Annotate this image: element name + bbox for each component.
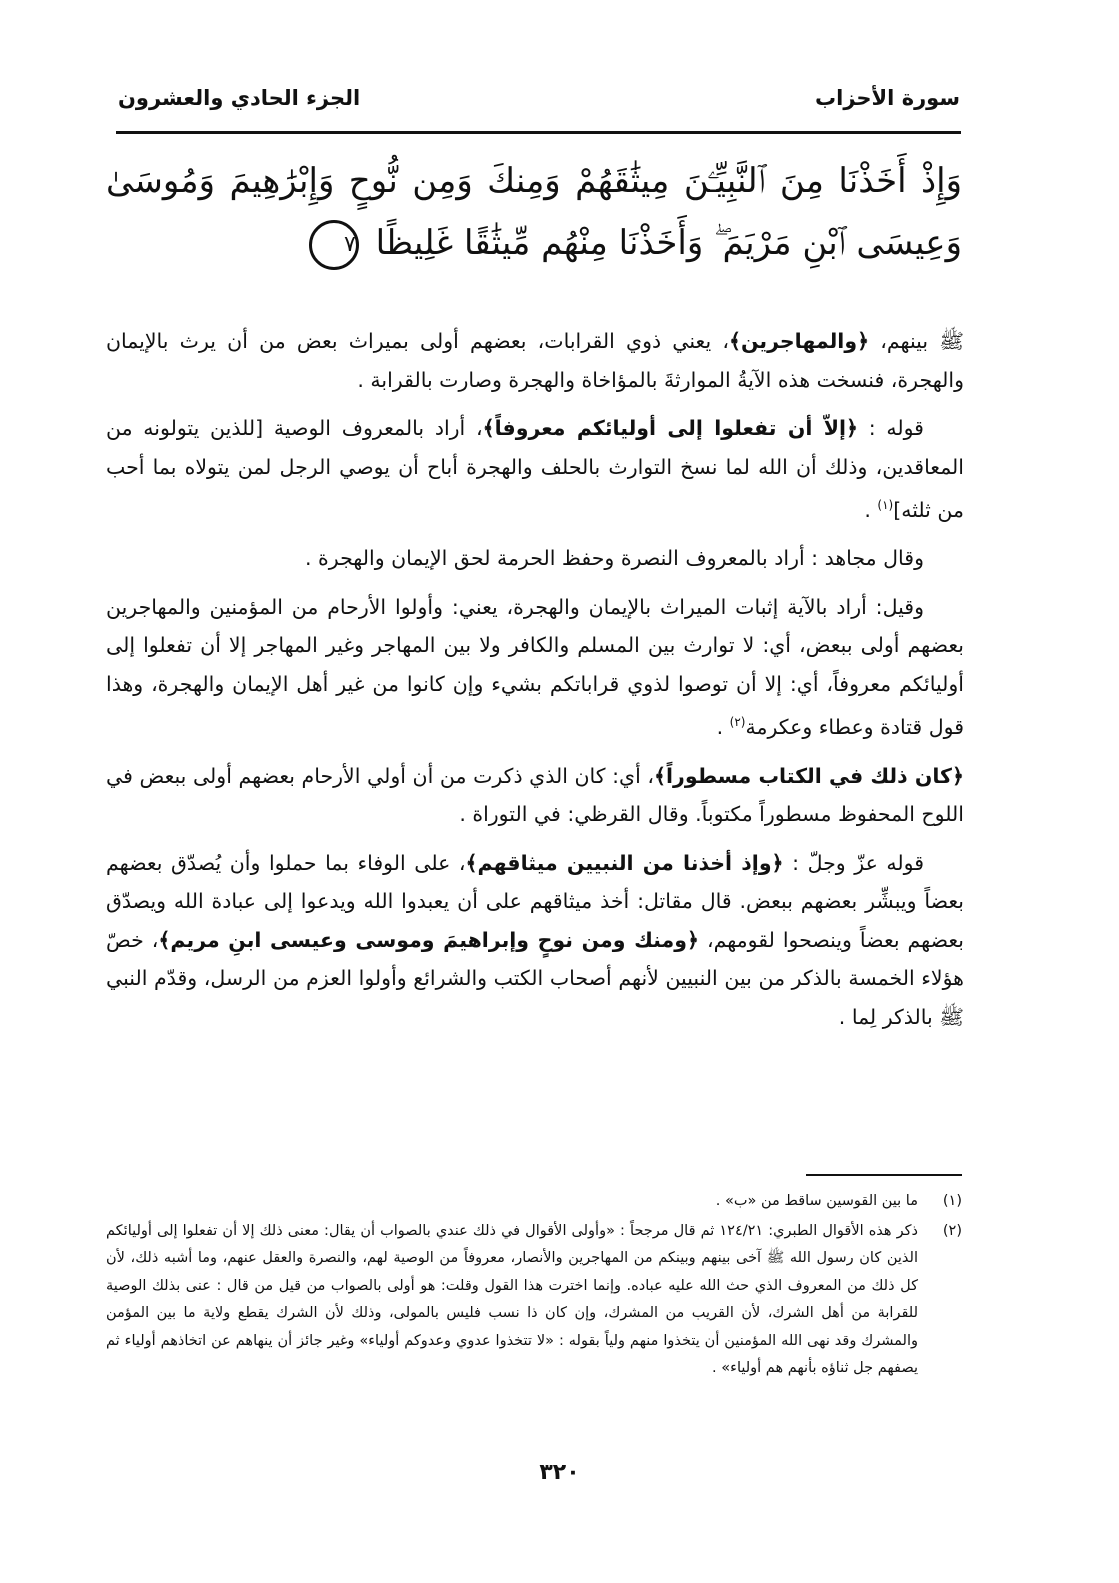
footnote-rule [806, 1174, 962, 1176]
text-run: قوله : [858, 416, 924, 440]
footnote-text: ذكر هذه الأقوال الطبري: ١٢٤/٢١ ثم قال مرجحاً : «وأولى الأقوال في ذلك عندي بالصواب أن يقال: معنى ذلك إلا أن تفعلوا إلى أوليائكم الذين كان رسول الله ﷺ آخى بينهم وبينكم من المهاجرين والأنصار، معروفاً من الوصية لهم، والنصرة والعقل عنهم، وما أشبه ذلك، لأن كل ذلك من المعروف الذي حث الله عليه عباده. وإنما اخترت هذا القول وقلت: هو أولى بالصواب من قيل من قال : عنى بذلك الوصية للقرابة من أهل الشرك، لأن القريب من المشرك، وإن كان ذا نسب فليس بالمولى، وذلك لأن الشرك يقطع ولاية ما بين المؤمن والمشرك وقد نهى الله المؤمنين أن يتخذوا منهم ولياً بقوله : «لا تتخذوا عدوي وعدوكم أولياء» وغير جائز أن ينهاهم عن اتخاذهم أولياء ثم يصفهم جل ثناؤه بأنهم هم أولياء» . [106, 1222, 919, 1376]
paragraph [106, 844, 964, 1037]
paragraph [106, 539, 964, 578]
header-rule [116, 131, 961, 134]
paragraph [106, 757, 964, 834]
paragraph [106, 409, 964, 529]
paragraph [106, 322, 964, 399]
text-run: ، أي: كان الذي ذكرت من أن أولي الأرحام بعضهم أولى ببعض في اللوح المحفوظ مسطوراً مكتوباً. وقال القرظي: في التوراة . [106, 763, 964, 827]
text-run: وقيل: أراد بالآية إثبات الميراث بالإيمان والهجرة، يعني: وأولوا الأرحام من المؤمنين والمهاجرين بعضهم أولى ببعض، أي: لا توارث بين المسلم والكافر ولا بين المهاجر وغير المهاجر إلا أن تفعلوا إلى أوليائكم معروفاً، أي: إلا أن توصوا لذوي قراباتكم بشيء وإن كانوا من غير أهل الإيمان والهجرة، وهذا قول قتادة وعطاء وعكرمة [106, 594, 964, 740]
verse-number-marker: ٧ [309, 220, 359, 270]
text-run: ، خصّ هؤلاء الخمسة بالذكر من بين النبيين لأنهم أصحاب الكتب والشرائع وأولوا العزم من الرسل، وقدّم النبي ﷺ بالذكر لِما . [106, 927, 964, 1029]
text-run: قوله عزّ وجلّ : [783, 850, 925, 875]
footnote-ref[interactable]: (٢) [729, 715, 746, 730]
footnote-number: (١) [942, 1193, 962, 1209]
footnote [106, 1218, 962, 1383]
juz-title: الجزء الحادي والعشرون [118, 86, 361, 110]
verse-text: وَإِذْ أَخَذْنَا مِنَ ٱلنَّبِيِّـۧنَ مِيثَٰقَهُمْ وَمِنكَ وَمِن نُّوحٍ وَإِبْرَٰهِيمَ وَمُوسَىٰ وَعِيسَى ٱبْنِ مَرْيَمَ ۖ وَأَخَذْنَا مِنْهُم مِّيثَٰقًا غَلِيظًا [106, 161, 962, 263]
quran-quote: ﴿والمهاجرين﴾ [728, 329, 870, 353]
footnote-text: ما بين القوسين ساقط من «ب» . [715, 1193, 918, 1209]
text-run: ﷺ بينهم، [869, 329, 964, 353]
page-number: ٣٢٠ [539, 1460, 580, 1485]
text-run: . [864, 497, 878, 522]
quran-quote: ﴿وإذ أخذنا من النبيين ميثاقهم﴾ [465, 850, 784, 875]
footnote-ref[interactable]: (١) [877, 498, 894, 512]
footnotes [106, 1188, 962, 1385]
paragraph [106, 588, 964, 747]
text-run: ، يعني ذوي القرابات، بعضهم أولى بميراث بعض من أن يرث بالإيمان والهجرة، فنسخت هذه الآيةُ الموارثةَ بالمؤاخاة والهجرة وصارت بالقرابة . [106, 329, 964, 392]
quran-quote: ﴿كان ذلك في الكتاب مسطوراً﴾ [654, 763, 964, 788]
commentary-body [106, 322, 964, 1046]
running-head [118, 84, 960, 124]
quran-quote: ﴿ومنك ومن نوحٍ وإبراهيمَ وموسى وعيسى ابنِ مريم﴾ [158, 927, 699, 952]
quran-quote: ﴿إلاّ أن تفعلوا إلى أوليائكم معروفاً﴾ [482, 416, 858, 440]
text-run: ، أراد بالمعروف الوصية [للذين يتولونه من المعاقدين، وذلك أن الله لما نسخ التوارث بالحلف والهجرة أباح أن يوصي الرجل لمن يتولاه بما أحب من ثلثه] [106, 416, 964, 522]
footnote [106, 1188, 962, 1216]
footnote-number: (٢) [942, 1222, 962, 1239]
text-run: وقال مجاهد : أراد بالمعروف النصرة وحفظ الحرمة لحق الإيمان والهجرة . [304, 546, 924, 571]
quran-verse [106, 150, 962, 274]
text-run: ، على الوفاء بما حملوا وأن يُصدّق بعضهم بعضاً ويبشِّر بعضهم ببعض. قال مقاتل: أخذ ميثاقهم على أن يعبدوا الله ويدعوا إلى عبادة الله ويصدّق بعضهم بعضاً وينصحوا لقومهم، [106, 850, 965, 952]
text-run: . [716, 715, 730, 740]
surah-title: سورة الأحزاب [815, 86, 960, 110]
